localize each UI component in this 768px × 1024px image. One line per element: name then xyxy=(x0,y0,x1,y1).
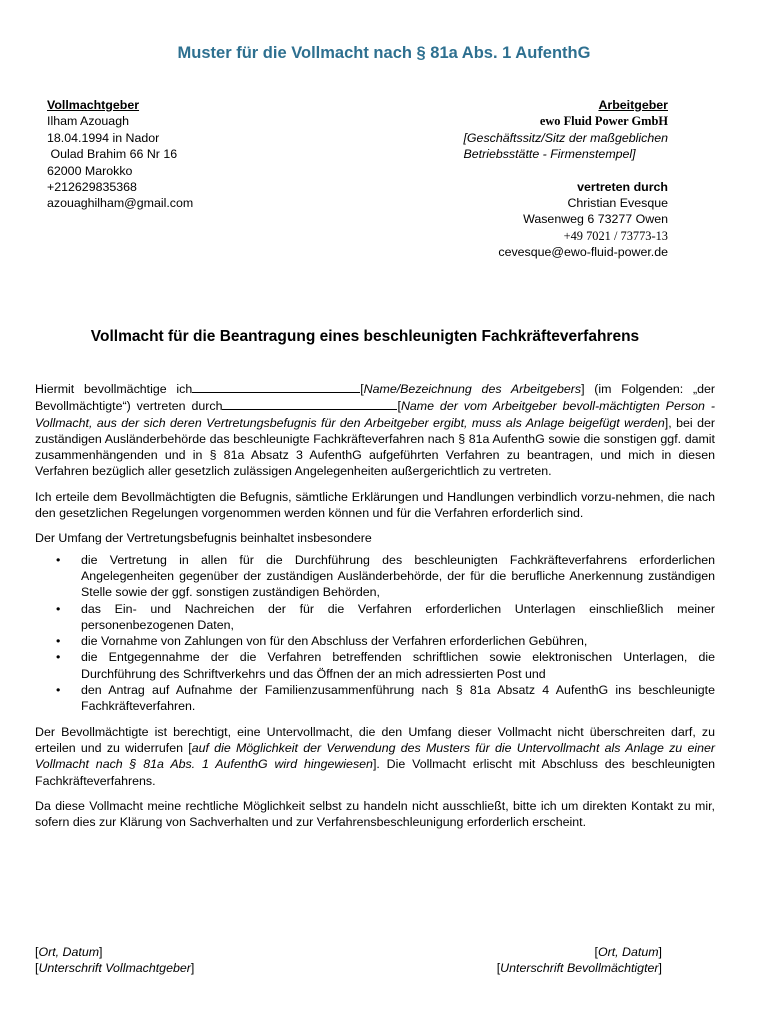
para1-text-e: ], bei der zuständigen Ausländerbehörde das beschleunigte Fachkräfteverfahren nach § 81a AufenthG sowie die sonstigen ggf. damit zusammenhängenden und in § 81a Absatz 3 AufenthG aufgeführten Verfahren zu beantragen, und mich in diesen Verfahren bezüglich aller gesetzlich zulässigen Angelegenheiten außergerichtlich zu vertreten. xyxy=(35,415,715,479)
rep-phone: +49 7021 / 73773-13 xyxy=(563,228,668,243)
grantor-city: 62000 Marokko xyxy=(47,163,133,178)
employer-placeholder xyxy=(463,130,668,163)
place-date-left: [Ort, Datum] xyxy=(35,945,103,959)
employer-label: Arbeitgeber xyxy=(598,98,668,112)
body-text xyxy=(35,380,715,839)
rep-name: Christian Evesque xyxy=(567,196,668,211)
employer-block xyxy=(463,97,668,261)
employer-placeholder-line-1: [Geschäftssitz/Sitz der maßgeblichen xyxy=(463,130,668,145)
bullet-icon: • xyxy=(56,552,61,567)
employer-company: ewo Fluid Power GmbH xyxy=(539,114,668,129)
bullet-icon: • xyxy=(56,634,61,649)
blank-line-employer xyxy=(192,380,360,393)
para4-text-c: ]. Die Vollmacht erlischt mit Abschluss des beschleunigten Fachkräfteverfahrens. xyxy=(35,757,715,788)
grantor-block xyxy=(47,97,193,212)
bullet-icon: • xyxy=(56,683,61,698)
para1-text-a: Hiermit bevollmächtige ich xyxy=(35,382,193,396)
signature-left xyxy=(35,944,194,977)
signature-grantor: [Unterschrift Vollmachtgeber] xyxy=(35,961,195,976)
bullet-icon: • xyxy=(56,601,61,616)
grantor-email: azouaghilham@gmail.com xyxy=(47,196,194,211)
para1-italic-representative: Name der vom Arbeitgeber bevoll-mächtigten Person - Vollmacht, aus der sich deren Vertretungsbefugnis für den Arbeitgeber ergibt, muss als Anlage beigefügt werden xyxy=(35,399,715,430)
document-subtitle: Vollmacht für die Beantragung eines beschleunigten Fachkräfteverfahrens xyxy=(90,328,640,345)
grantor-label: Vollmachtgeber xyxy=(47,98,140,112)
list-item: • die Vertretung in allen für die Durchführung des beschleunigten Fachkräfteverfahrens erforderlichen Angelegenheiten gegenüber der zuständigen Ausländerbehörde, der für die berufliche Anerkennung zuständigen Stelle sowie der ggf. sonstigen zuständigen Behörden, xyxy=(56,552,715,600)
grantor-street: Oulad Brahim 66 Nr 16 xyxy=(47,147,178,162)
list-item: • den Antrag auf Aufnahme der Familienzusammenführung nach § 81a Absatz 4 AufenthG ins beschleunigte Fachkräfteverfahren. xyxy=(56,683,715,714)
paragraph-authorization: Hiermit bevollmächtige ich [Name/Bezeichnung des Arbeitgebers] (im Folgenden: „der Bevollmächtigte“) vertreten durch [Name der vom Arbeitgeber bevoll-mächtigten Person - Vollmacht, aus der sich deren Vertretungsbefugnis für den Arbeitgeber ergibt, muss als Anlage beigefügt werden], bei der zuständigen Ausländerbehörde das beschleunigte Fachkräfteverfahren nach § 81a AufenthG sowie die sonstigen ggf. damit zusammenhängenden und in § 81a Absatz 3 AufenthG aufgeführten Verfahren zu beantragen, und mich in diesen Verfahren bezüglich aller gesetzlich zulässigen Angelegenheiten außergerichtlich zu vertreten. xyxy=(35,382,715,479)
blank-line-representative xyxy=(222,397,397,410)
scope-list xyxy=(35,552,715,715)
paragraph-powers: Ich erteile dem Bevollmächtigten die Befugnis, sämtliche Erklärungen und Handlungen verbindlich vorzu-nehmen, die nach den gesetzlichen Regelungen vorgenommen werden können und für die Verfahren erforderlich sind. xyxy=(35,489,715,521)
para1-text-c: ] (im Folgenden: „der Bevollmächtigte“) vertreten durch xyxy=(35,382,715,414)
rep-address: Wasenweg 6 73277 Owen xyxy=(523,212,668,227)
grantor-birth: 18.04.1994 in Nador xyxy=(47,130,160,145)
grantor-name: Ilham Azouagh xyxy=(47,114,129,129)
grantor-phone: +212629835368 xyxy=(47,180,137,195)
list-item: • das Ein- und Nachreichen der für die Verfahren erforderlichen Unterlagen einschließlich meiner personenbezogenen Daten, xyxy=(56,601,715,632)
represented-by-label: vertreten durch xyxy=(577,179,668,194)
list-item: • die Vornahme von Zahlungen von für den Abschluss der Verfahren erforderlichen Gebühren, xyxy=(56,634,588,649)
paragraph-scope-intro: Der Umfang der Vertretungsbefugnis beinhaltet insbesondere xyxy=(35,531,372,546)
para4-text-a: Der Bevollmächtigte ist berechtigt, eine Untervollmacht, die den Umfang dieser Vollmacht nicht überschreiten darf, zu erteilen und zu widerrufen [ xyxy=(35,724,715,755)
list-item: • die Entgegennahme der die Verfahren betreffenden schriftlichen sowie elektronischen Unterlagen, die Durchführung des Schriftverkehrs und das Öffnen der an mich adressierten Post und xyxy=(56,650,715,681)
signature-right xyxy=(497,944,662,977)
document-title: Muster für die Vollmacht nach § 81a Abs. 1 AufenthG xyxy=(177,44,591,62)
para1-italic-employer: Name/Bezeichnung des Arbeitgebers xyxy=(363,382,582,396)
bullet-icon: • xyxy=(56,650,61,665)
place-date-right: [Ort, Datum] xyxy=(594,945,662,959)
para4-italic: auf die Möglichkeit der Verwendung des Musters für die Untervollmacht als Anlage zu einer Vollmacht nach § 81a Abs. 1 AufenthG wird hingewiesen xyxy=(35,740,715,772)
employer-placeholder-line-2: Betriebsstätte - Firmenstempel] xyxy=(463,147,636,162)
signature-representative: [Unterschrift Bevollmächtigter] xyxy=(496,961,662,976)
paragraph-contact: Da diese Vollmacht meine rechtliche Möglichkeit selbst zu handeln nicht ausschließt, bitte ich um direkten Kontakt zu mir, sofern dies zur Klärung von Sachverhalten und zur Verfahrensbeschleunigung erforderlich erscheint. xyxy=(35,798,715,830)
rep-email: cevesque@ewo-fluid-power.de xyxy=(498,245,668,260)
paragraph-subauthorization xyxy=(35,724,715,789)
